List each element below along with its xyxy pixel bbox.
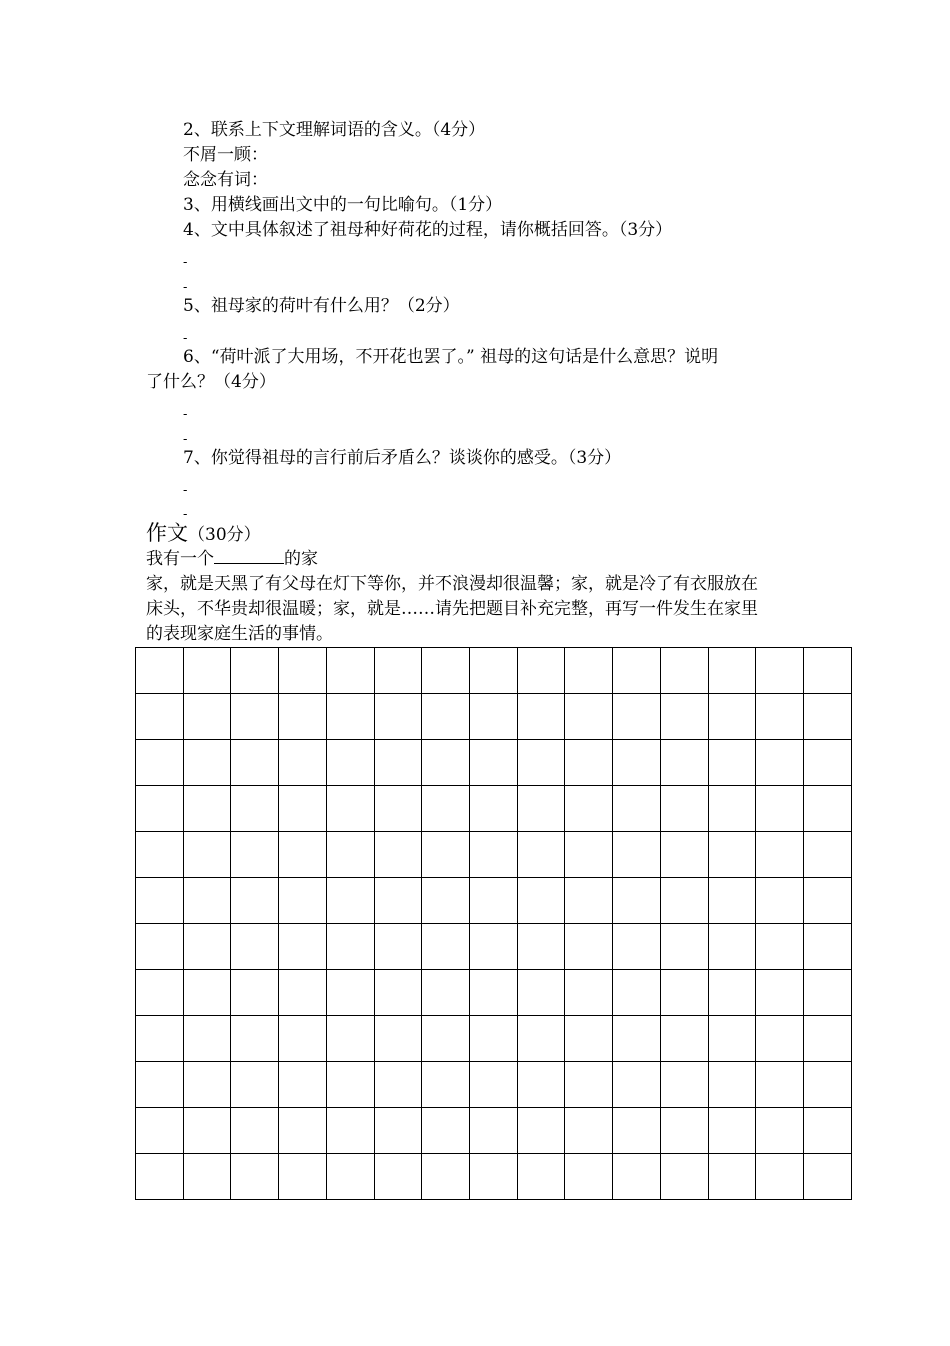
grid-cell[interactable] [231,924,279,970]
grid-cell[interactable] [660,832,708,878]
grid-cell[interactable] [708,740,756,786]
grid-cell[interactable] [804,1108,852,1154]
question-6-line-1: 6、“荷叶派了大用场，不开花也罢了。” 祖母的这句话是什么意思？说明 [183,347,719,367]
grid-cell[interactable] [136,924,184,970]
grid-cell[interactable] [374,832,422,878]
grid-cell[interactable] [517,648,565,694]
grid-cell[interactable] [326,694,374,740]
grid-cell[interactable] [613,786,661,832]
grid-cell[interactable] [470,832,518,878]
grid-cell[interactable] [136,1154,184,1200]
grid-cell[interactable] [470,1062,518,1108]
grid-cell[interactable] [183,924,231,970]
topic-blank[interactable] [214,547,284,564]
composition-title: 作文 [146,521,188,545]
grid-cell[interactable] [565,970,613,1016]
grid-cell[interactable] [517,786,565,832]
grid-cell[interactable] [804,694,852,740]
grid-row [136,694,852,740]
grid-cell[interactable] [565,878,613,924]
grid-cell[interactable] [279,924,327,970]
grid-cell[interactable] [422,1016,470,1062]
composition-prompt-line-2: 床头，不华贵却很温暖；家，就是……请先把题目补充完整，再写一件发生在家里 [146,599,758,619]
grid-cell[interactable] [136,648,184,694]
topic-prefix: 我有一个 [146,549,214,569]
grid-cell[interactable] [279,970,327,1016]
answer-dash: - [183,331,188,346]
grid-cell[interactable] [231,740,279,786]
grid-cell[interactable] [374,1016,422,1062]
grid-cell[interactable] [183,1154,231,1200]
grid-cell[interactable] [374,924,422,970]
grid-cell[interactable] [613,740,661,786]
grid-cell[interactable] [422,740,470,786]
grid-cell[interactable] [183,1016,231,1062]
grid-cell[interactable] [183,832,231,878]
grid-cell[interactable] [231,1154,279,1200]
grid-cell[interactable] [756,648,804,694]
grid-cell[interactable] [326,786,374,832]
grid-cell[interactable] [136,878,184,924]
grid-cell[interactable] [374,1062,422,1108]
grid-cell[interactable] [136,1108,184,1154]
grid-row [136,832,852,878]
grid-cell[interactable] [708,832,756,878]
grid-cell[interactable] [804,1062,852,1108]
grid-cell[interactable] [279,832,327,878]
grid-cell[interactable] [326,1062,374,1108]
grid-cell[interactable] [470,878,518,924]
grid-cell[interactable] [374,694,422,740]
grid-cell[interactable] [708,1016,756,1062]
grid-cell[interactable] [470,694,518,740]
grid-cell[interactable] [804,648,852,694]
grid-cell[interactable] [231,832,279,878]
grid-cell[interactable] [756,832,804,878]
grid-cell[interactable] [804,786,852,832]
grid-cell[interactable] [470,1016,518,1062]
topic-suffix: 的家 [284,549,318,569]
grid-row [136,1062,852,1108]
grid-cell[interactable] [756,970,804,1016]
question-2-term-2: 念念有词： [183,170,268,190]
grid-cell[interactable] [279,1016,327,1062]
composition-topic [146,547,318,571]
grid-cell[interactable] [231,1016,279,1062]
grid-row [136,1016,852,1062]
grid-cell[interactable] [422,1154,470,1200]
grid-cell[interactable] [565,786,613,832]
grid-cell[interactable] [422,832,470,878]
grid-cell[interactable] [183,648,231,694]
grid-cell[interactable] [422,694,470,740]
grid-cell[interactable] [660,740,708,786]
answer-dash: - [183,483,188,498]
grid-cell[interactable] [326,878,374,924]
grid-cell[interactable] [326,740,374,786]
grid-cell[interactable] [374,786,422,832]
grid-cell[interactable] [613,694,661,740]
answer-dash: - [183,507,188,522]
grid-cell[interactable] [804,740,852,786]
grid-cell[interactable] [183,1062,231,1108]
grid-cell[interactable] [470,1154,518,1200]
grid-cell[interactable] [183,786,231,832]
grid-cell[interactable] [136,970,184,1016]
grid-cell[interactable] [517,878,565,924]
answer-dash: - [183,255,188,270]
grid-cell[interactable] [756,694,804,740]
grid-cell[interactable] [470,1108,518,1154]
grid-cell[interactable] [136,694,184,740]
grid-cell[interactable] [326,1016,374,1062]
grid-cell[interactable] [231,970,279,1016]
grid-cell[interactable] [326,1154,374,1200]
grid-cell[interactable] [613,648,661,694]
grid-cell[interactable] [326,832,374,878]
question-2: 2、联系上下文理解词语的含义。（4分） [183,120,486,140]
grid-cell[interactable] [422,1108,470,1154]
grid-cell[interactable] [517,740,565,786]
grid-cell[interactable] [279,694,327,740]
grid-cell[interactable] [804,1154,852,1200]
grid-cell[interactable] [660,1108,708,1154]
answer-dash: - [183,280,188,295]
composition-heading [146,520,261,548]
grid-cell[interactable] [708,924,756,970]
grid-cell[interactable] [565,694,613,740]
grid-cell[interactable] [517,924,565,970]
grid-cell[interactable] [708,1108,756,1154]
grid-cell[interactable] [470,648,518,694]
grid-cell[interactable] [708,878,756,924]
grid-cell[interactable] [279,1154,327,1200]
grid-cell[interactable] [517,970,565,1016]
composition-prompt-line-1: 家，就是天黑了有父母在灯下等你，并不浪漫却很温馨；家，就是冷了有衣服放在 [146,574,758,594]
grid-cell[interactable] [565,1016,613,1062]
grid-cell[interactable] [708,648,756,694]
grid-cell[interactable] [613,1062,661,1108]
grid-cell[interactable] [565,1154,613,1200]
grid-cell[interactable] [422,924,470,970]
grid-row [136,786,852,832]
grid-cell[interactable] [136,740,184,786]
grid-cell[interactable] [374,740,422,786]
grid-row [136,970,852,1016]
grid-cell[interactable] [804,970,852,1016]
grid-cell[interactable] [660,694,708,740]
question-6-line-2: 了什么？（4分） [146,372,276,392]
grid-cell[interactable] [470,786,518,832]
grid-cell[interactable] [804,878,852,924]
grid-cell[interactable] [660,1016,708,1062]
grid-cell[interactable] [708,786,756,832]
grid-cell[interactable] [183,1108,231,1154]
grid-row [136,648,852,694]
composition-prompt-line-3: 的表现家庭生活的事情。 [146,624,333,644]
grid-cell[interactable] [136,832,184,878]
grid-cell[interactable] [804,924,852,970]
grid-row [136,1108,852,1154]
grid-cell[interactable] [708,1154,756,1200]
grid-cell[interactable] [136,1016,184,1062]
grid-cell[interactable] [231,878,279,924]
grid-cell[interactable] [374,878,422,924]
grid-cell[interactable] [517,1154,565,1200]
grid-cell[interactable] [613,832,661,878]
grid-cell[interactable] [231,786,279,832]
grid-cell[interactable] [756,1108,804,1154]
grid-cell[interactable] [231,1108,279,1154]
question-5: 5、祖母家的荷叶有什么用？（2分） [183,296,460,316]
grid-cell[interactable] [517,832,565,878]
grid-cell[interactable] [231,694,279,740]
grid-cell[interactable] [231,648,279,694]
grid-cell[interactable] [183,970,231,1016]
grid-cell[interactable] [183,740,231,786]
grid-cell[interactable] [756,740,804,786]
grid-cell[interactable] [613,924,661,970]
grid-cell[interactable] [326,924,374,970]
grid-cell[interactable] [565,1108,613,1154]
grid-cell[interactable] [326,1108,374,1154]
grid-cell[interactable] [660,1062,708,1108]
grid-cell[interactable] [279,1062,327,1108]
grid-cell[interactable] [565,740,613,786]
grid-cell[interactable] [374,1108,422,1154]
grid-cell[interactable] [136,786,184,832]
grid-cell[interactable] [660,786,708,832]
grid-cell[interactable] [565,832,613,878]
grid-cell[interactable] [756,924,804,970]
grid-cell[interactable] [708,970,756,1016]
grid-cell[interactable] [231,1062,279,1108]
grid-row [136,924,852,970]
grid-cell[interactable] [613,1154,661,1200]
grid-cell[interactable] [613,1108,661,1154]
grid-cell[interactable] [279,786,327,832]
grid-cell[interactable] [660,924,708,970]
grid-cell[interactable] [422,970,470,1016]
grid-cell[interactable] [422,1062,470,1108]
grid-cell[interactable] [326,648,374,694]
grid-cell[interactable] [136,1062,184,1108]
grid-cell[interactable] [708,1062,756,1108]
grid-cell[interactable] [517,1108,565,1154]
grid-cell[interactable] [756,878,804,924]
grid-cell[interactable] [374,970,422,1016]
composition-points: （30分） [188,525,261,545]
grid-cell[interactable] [517,1016,565,1062]
grid-cell[interactable] [183,878,231,924]
grid-cell[interactable] [660,648,708,694]
question-7: 7、你觉得祖母的言行前后矛盾么？谈谈你的感受。（3分） [183,448,622,468]
grid-cell[interactable] [660,878,708,924]
grid-cell[interactable] [756,1016,804,1062]
grid-cell[interactable] [517,1062,565,1108]
grid-cell[interactable] [756,1154,804,1200]
grid-cell[interactable] [756,786,804,832]
grid-row [136,1154,852,1200]
grid-cell[interactable] [422,648,470,694]
grid-cell[interactable] [279,878,327,924]
grid-cell[interactable] [517,694,565,740]
grid-cell[interactable] [565,1062,613,1108]
grid-cell[interactable] [708,694,756,740]
grid-cell[interactable] [756,1062,804,1108]
grid-cell[interactable] [613,1016,661,1062]
grid-cell[interactable] [613,878,661,924]
grid-cell[interactable] [565,648,613,694]
grid-cell[interactable] [422,878,470,924]
grid-cell[interactable] [183,694,231,740]
grid-cell[interactable] [613,970,661,1016]
grid-row [136,878,852,924]
grid-cell[interactable] [422,786,470,832]
answer-dash: - [183,407,188,422]
grid-cell[interactable] [470,924,518,970]
grid-cell[interactable] [660,970,708,1016]
grid-row [136,740,852,786]
grid-cell[interactable] [565,924,613,970]
grid-cell[interactable] [804,832,852,878]
question-4: 4、文中具体叙述了祖母种好荷花的过程，请你概括回答。（3分） [183,220,673,240]
grid-cell[interactable] [470,970,518,1016]
grid-cell[interactable] [470,740,518,786]
writing-grid[interactable] [135,647,852,1200]
grid-cell[interactable] [279,648,327,694]
answer-dash: - [183,432,188,447]
grid-cell[interactable] [374,1154,422,1200]
grid-cell[interactable] [279,1108,327,1154]
grid-cell[interactable] [279,740,327,786]
grid-cell[interactable] [804,1016,852,1062]
grid-cell[interactable] [660,1154,708,1200]
question-3: 3、用横线画出文中的一句比喻句。（1分） [183,195,503,215]
question-2-term-1: 不屑一顾： [183,145,268,165]
grid-cell[interactable] [374,648,422,694]
grid-cell[interactable] [326,970,374,1016]
